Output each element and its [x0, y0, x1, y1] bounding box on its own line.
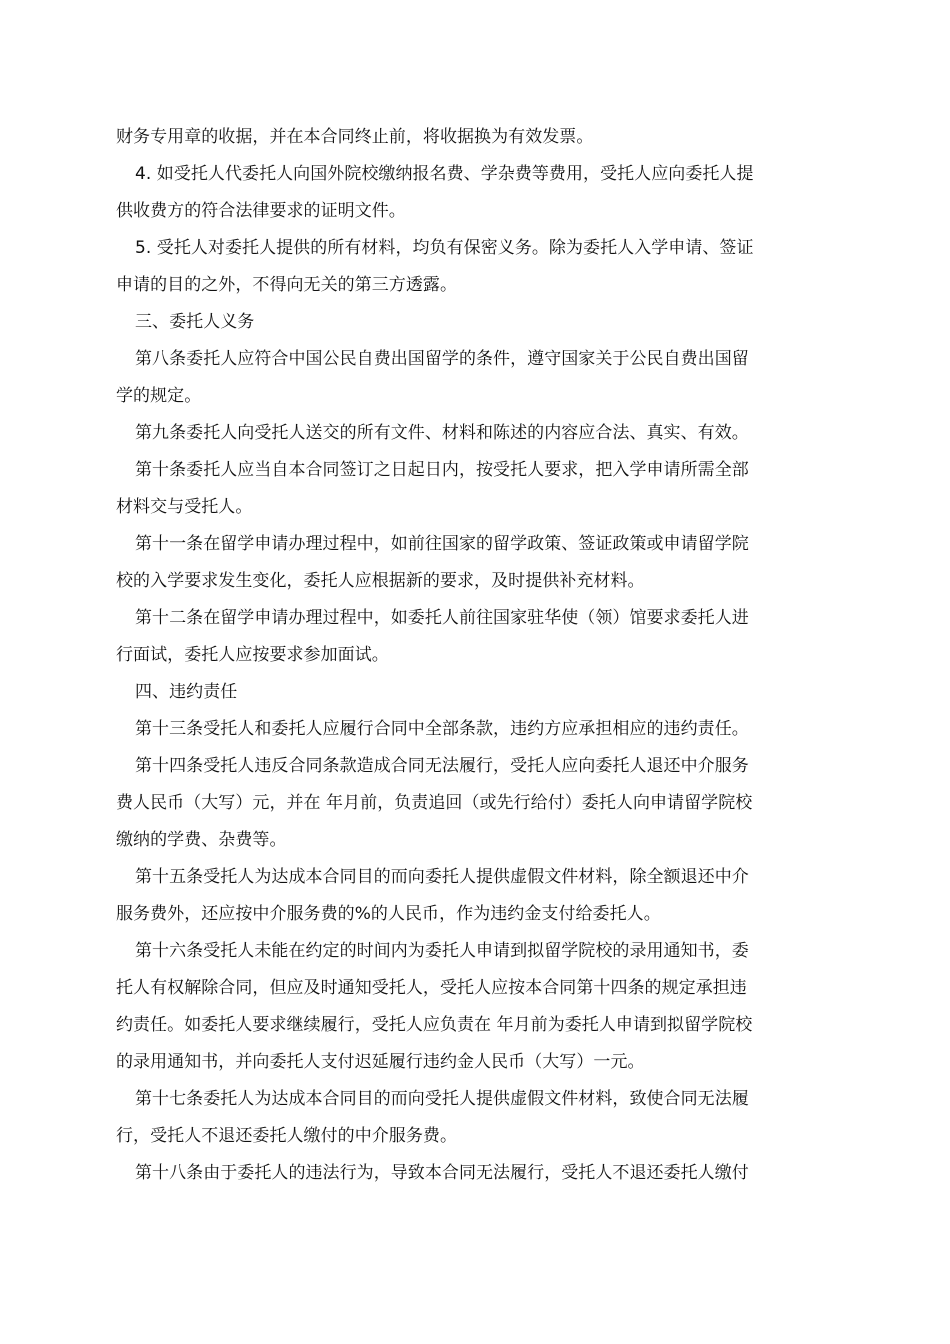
- text-line: 第十一条在留学申请办理过程中，如前往国家的留学政策、签证政策或申请留学院: [135, 534, 749, 554]
- text-line: 供收费方的符合法律要求的证明文件。: [116, 201, 406, 221]
- text-line: 的录用通知书，并向委托人支付迟延履行违约金人民币（大写）一元。: [116, 1052, 645, 1072]
- text-line: 学的规定。: [116, 386, 202, 406]
- contract-text: [116, 119, 834, 1192]
- text-line: 第九条委托人向受托人送交的所有文件、材料和陈述的内容应合法、真实、有效。: [135, 423, 749, 443]
- text-line: 第十二条在留学申请办理过程中，如委托人前往国家驻华使（领）馆要求委托人进: [135, 608, 749, 628]
- section-heading: 四、违约责任: [135, 682, 238, 702]
- text-line: 行面试，委托人应按要求参加面试。: [116, 645, 389, 665]
- text-line: 第十三条受托人和委托人应履行合同中全部条款，违约方应承担相应的违约责任。: [135, 719, 749, 739]
- text-line: 5. 受托人对委托人提供的所有材料，均负有保密义务。除为委托人入学申请、签证: [135, 238, 754, 258]
- text-line: 第十四条受托人违反合同条款造成合同无法履行，受托人应向委托人退还中介服务: [135, 756, 749, 776]
- text-line: 第十六条受托人未能在约定的时间内为委托人申请到拟留学院校的录用通知书，委: [135, 941, 749, 961]
- text-line: 费人民币（大写）元，并在 年月前，负责追回（或先行给付）委托人向申请留学院校: [116, 793, 753, 813]
- text-line: 材料交与受托人。: [116, 497, 253, 517]
- text-line: 第十条委托人应当自本合同签订之日起日内，按受托人要求，把入学申请所需全部: [135, 460, 749, 480]
- text-line: 托人有权解除合同，但应及时通知受托人，受托人应按本合同第十四条的规定承担违: [116, 978, 747, 998]
- text-line: 校的入学要求发生变化，委托人应根据新的要求，及时提供补充材料。: [116, 571, 645, 591]
- text-line: 第八条委托人应符合中国公民自费出国留学的条件，遵守国家关于公民自费出国留: [135, 349, 749, 369]
- text-line: 4. 如受托人代委托人向国外院校缴纳报名费、学杂费等费用，受托人应向委托人提: [135, 164, 754, 184]
- text-line: 服务费外，还应按中介服务费的%的人民币，作为违约金支付给委托人。: [116, 904, 661, 924]
- text-line: 行，受托人不退还委托人缴付的中介服务费。: [116, 1126, 457, 1146]
- text-line: 第十五条受托人为达成本合同目的而向委托人提供虚假文件材料，除全额退还中介: [135, 867, 749, 887]
- text-line: 约责任。如委托人要求继续履行，受托人应负责在 年月前为委托人申请到拟留学院校: [116, 1015, 753, 1035]
- text-line: 缴纳的学费、杂费等。: [116, 830, 287, 850]
- text-line: 第十八条由于委托人的违法行为，导致本合同无法履行，受托人不退还委托人缴付: [135, 1163, 749, 1183]
- section-heading: 三、委托人义务: [135, 312, 255, 332]
- text-line: 申请的目的之外，不得向无关的第三方透露。: [116, 275, 457, 295]
- text-line: 财务专用章的收据，并在本合同终止前，将收据换为有效发票。: [116, 127, 594, 147]
- text-line: 第十七条委托人为达成本合同目的而向受托人提供虚假文件材料，致使合同无法履: [135, 1089, 749, 1109]
